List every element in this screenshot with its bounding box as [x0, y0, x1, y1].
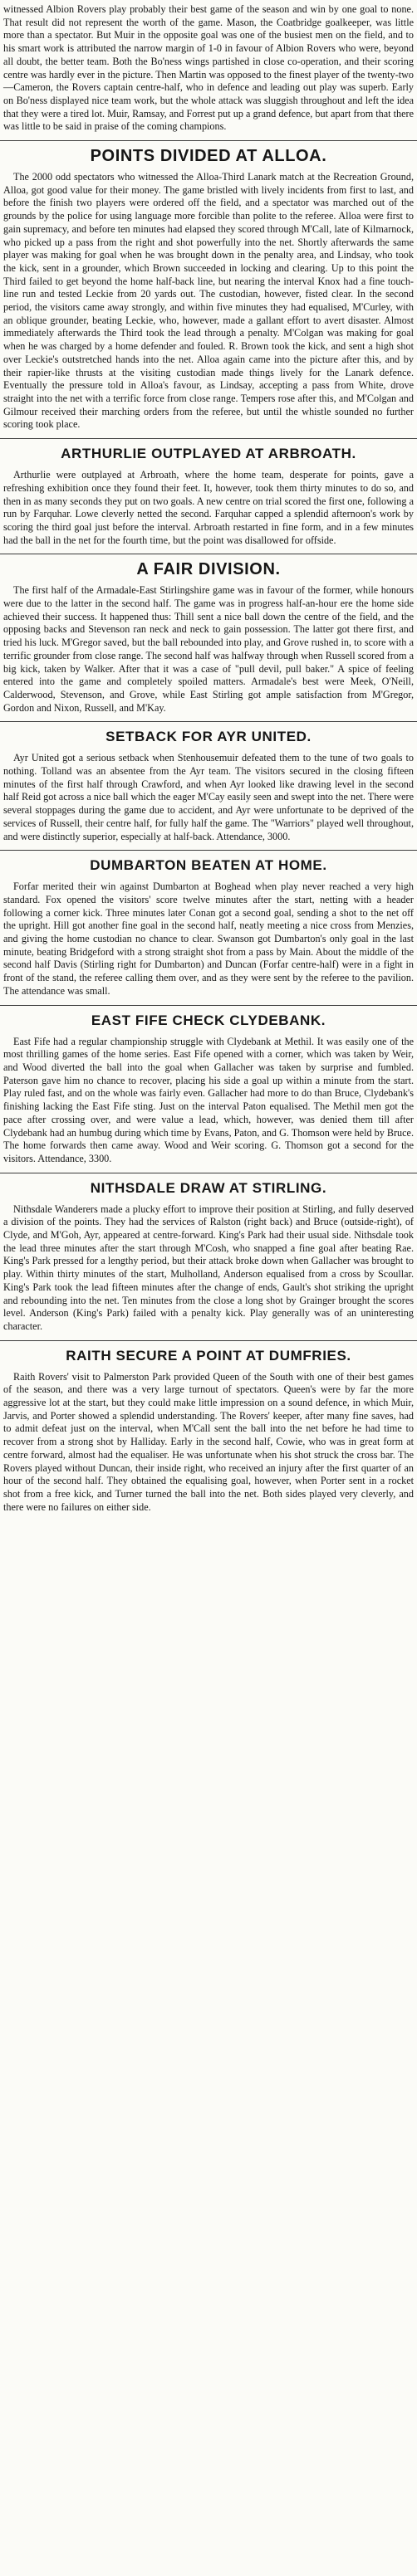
article-paragraph: East Fife had a regular championship struggle with Clydebank at Methil. It was easily one of the most thrilling games of the home series. East Fife opened with a corner, which was taken by Weir, and Wood diverted the ball into the goal when Gallacher was taken by surprise and fumbled. Paterson gave him no chance to recover, placing his side a goal up within a minute from the start. Play ruled fast, and on the whole was fairly even. Gallacher had more to do than Bruce, Clydebank's finishing lacking the East Fife sting. Just on the interval Paton equalised. The Methil men got the pace after crossing over, and were value a lead, which, however, was denied them till after Clydebank had an humbug during which time by Evans, Paton, and G. Thomson were held by Bruce. The home forwards then came away. Wood and Weir scoring. G. Thomson got a second for the visitors. Attendance, 3300.	[3, 1035, 414, 1164]
article-headline: DUMBARTON BEATEN AT HOME.	[90, 857, 327, 874]
article-nithsdale	[0, 1178, 417, 1334]
article-raith	[0, 1346, 417, 1515]
article-paragraph: Forfar merited their win against Dumbarton at Boghead when play never reached a very high standard. Fox opened the visitors' score twelve minutes after the start, netting with a header following a corner kick. Three minutes later Conan got a second goal, sending a shot to the net off the upright. Hill got another fine goal in the second half, neatly meeting a nice cross from Menzies, and giving the home custodian no chance to clear. Swanson got Dumbarton's only goal in the last minute, beating Bridgeford with a strong straight shot from a pass by Main. About the middle of the second half Davis (Stirling right for Dumbarton) and Duncan (Forfar centre-half) were in a fight in front of the stand, the referee calling them over, and as they were sent by the referee to the pavilion. The attendance was small.	[3, 881, 414, 997]
article-paragraph: Ayr United got a serious setback when Stenhousemuir defeated them to the tune of two goals to nothing. Tolland was an absentee from the Ayr team. The visitors secured in the closing fifteen minutes of the first half through Crawford, and when Ayr looked like drawing level in the second half Reid got across a nice ball which the eager M'Cay easily seen and swept into the net. There were several stoppages during the game due to accident, and Ayr were unfortunate to be deprived of the services of Russell, their centre half, for fully half the game. The "Warriors" played well throughout, and were distinctly superior, especially at half-back. Attendance, 3000.	[3, 752, 414, 842]
article-headline: POINTS DIVIDED AT ALLOA.	[90, 147, 327, 166]
column-rule	[0, 850, 417, 851]
article-dumbarton	[0, 856, 417, 998]
article-headline: NITHSDALE DRAW AT STIRLING.	[90, 1179, 327, 1196]
article-headline: SETBACK FOR AYR UNITED.	[105, 729, 312, 745]
article-paragraph: The first half of the Armadale-East Stirlingshire game was in favour of the former, while honours were due to the latter in the second half. The game was in progress half-an-hour ere the home side achieved their success. It happened thus: Thill sent a nice ball down the centre of the field, and the opposing backs and Stevenson ran neck and neck to gain possession. The latter got there first, and tried his luck. M'Gregor saved, but the ball rebounded into play, and Grove rushed in, to score with a terrific grounder from close range. The second half was halfway through when Russell scored from a big kick, taken by Walker. After that it was a case of "pull devil, pull baker." A spice of feeling entered into the game and completely spoiled matters. Armadale's best were Meek, O'Neill, Calderwood, Stevenson, and Grove, while East Stirling got ample satisfaction from M'Gregor, Gordon and Nixon, Russell, and M'Kay.	[3, 584, 414, 714]
lead-article-fragment: witnessed Albion Rovers play probably their best game of the season and win by one goal to none. That result did not represent the worth of the game. Mason, the Coatbridge goalkeeper, was little more than a spectator. But Muir in the opposite goal was one of the busiest men on the field, and to his smart work is attributed the narrow margin of 1-0 in favour of Albion Rovers who were, beyond all doubt, the better team. Both the Bo'ness wings partished in close co-operation, and their scoring centre was hardly ever in the picture. Then Martin was opposed to the finest player of the twenty-two—Cameron, the Rovers captain centre-half, who in defence and leading out play was superb. Early on Bo'ness displayed nice team work, but the whole attack was sluggish throughout and left the idea that they were a tired lot. Muir, Ramsay, and Forrest put up a grand defence, but apart from that there was little to be said in praise of the coming champions.	[3, 3, 414, 133]
article-alloa	[0, 146, 417, 432]
article-headline: ARTHURLIE OUTPLAYED AT ARBROATH.	[61, 446, 356, 462]
column-rule	[0, 1005, 417, 1006]
article-paragraph: The 2000 odd spectators who witnessed the Alloa-Third Lanark match at the Recreation Ground, Alloa, got good value for their money. The game bristled with lively incidents from first to last, and before the finish two players were ordered off the field, and a spectator was marched out of the grounds by the police for using language more forcible than polite to the referee. Alloa were first to gain supremacy, and before ten minutes had elapsed they scored through M'Call, late of Kilmarnock, who picked up a pass from the right and shot powerfully into the net. Shortly afterwards the same player was making for goal when he was brought down in the penalty area, and Lindsay, who took the kick, sent in a grounder, which Brown succeeded in locking and clearing. Up to this point the Third failed to get beyond the home half-back line, but nearing the interval Knox had a fine touch-line run and tested Leckie from 20 yards out. The custodian, however, fisted clear. In the second period, the visitors came away strongly, and within five minutes they had equalised, M'Curley, with an oblique grounder, beating Leckie, who, however, made a gallant effort to avert disaster. Almost immediately afterwards the Third took the lead through a penalty. M'Colgan was making for goal when he was charged by a home defender and fouled. R. Brown took the kick, and sent a high shot over Leckie's outstretched hands into the net. Alloa again came into the picture after this, and by their rapier-like thrusts at the visiting custodian made things lively for the Lanark defence. Eventually the pressure told in Alloa's favour, as Lindsay, accepting a pass from White, drove straight into the net with a terrific force from close range. Tempers rose after this, and M'Colgan and Gilmour received their marching orders from the referee, but until the whistle sounded no further scoring took place.	[3, 171, 414, 431]
article-armadale	[0, 559, 417, 715]
article-headline: EAST FIFE CHECK CLYDEBANK.	[91, 1012, 326, 1028]
article-paragraph: Arthurlie were outplayed at Arbroath, where the home team, desperate for points, gave a refreshing exhibition once they found their feet. It, however, took them thirty minutes to do so, and then in as many seconds they put on two goals. A new centre on trial scored the first one, following a run by Farquhar. Lowe cleverly netted the second. Farquhar capped a splendid afternoon's work by scoring the third goal just before the interval. Arbroath restarted in fine form, and in a few minutes had the ball in the net for the fourth time, but the point was disallowed for offside.	[3, 469, 414, 546]
article-paragraph: Raith Rovers' visit to Palmerston Park provided Queen of the South with one of their best games of the season, and there was a very large turnout of spectators. Queen's were by far the more aggressive lot at the start, but they could make little impression on a sound defence, in which Muir, Jarvis, and Porter showed a splendid understanding. The Rovers' keeper, after many fine saves, had to admit defeat just on the interval, when M'Call sent the ball into the net before he had time to recover from a strong shot by Halliday. Early in the second half, Cowie, who was in great form at centre forward, almost had the equaliser. He was unfortunate when his shot struck the cross bar. The Rovers played without Duncan, their inside right, who received an injury after the first quarter of an hour of the second half. They obtained the equalising goal, however, when Porter sent in a rocket shot from a free kick, and Turner turned the ball into the net. Both sides played very cleverly, and there were no failures on either side.	[3, 1370, 414, 1513]
column-rule	[0, 438, 417, 439]
article-arbroath	[0, 444, 417, 547]
column-rule	[0, 1340, 417, 1341]
article-ayr-united	[0, 727, 417, 843]
article-headline: A FAIR DIVISION.	[136, 560, 281, 579]
article-east-fife	[0, 1011, 417, 1166]
column-rule	[0, 721, 417, 722]
article-paragraph: Nithsdale Wanderers made a plucky effort to improve their position at Stirling, and fully deserved a division of the points. They had the services of Ralston (right back) and Bruce (outside-right), of Clyde, and M'Goh, Ayr, appeared at centre-forward. King's Park had their usual side. Nithsdale took the lead three minutes after the start through M'Cosh, who snapped a fine goal after beating Rae. King's Park pressed for a lengthy period, but their attack broke down when Gallacher was brought to play. Within thirty minutes of the start, Mulholland, Anderson equalised from a cross by Scoullar. King's Park took the lead fifteen minutes after the change of ends, Gault's shot striking the upright and rebounding into the net. Ten minutes from the close a long shot by Grainger brought the scores level. Anderson (King's Park) failed with a penalty kick. Play generally was of an uninteresting character.	[3, 1203, 414, 1332]
article-headline: RAITH SECURE A POINT AT DUMFRIES.	[66, 1347, 351, 1364]
column-rule	[0, 140, 417, 141]
